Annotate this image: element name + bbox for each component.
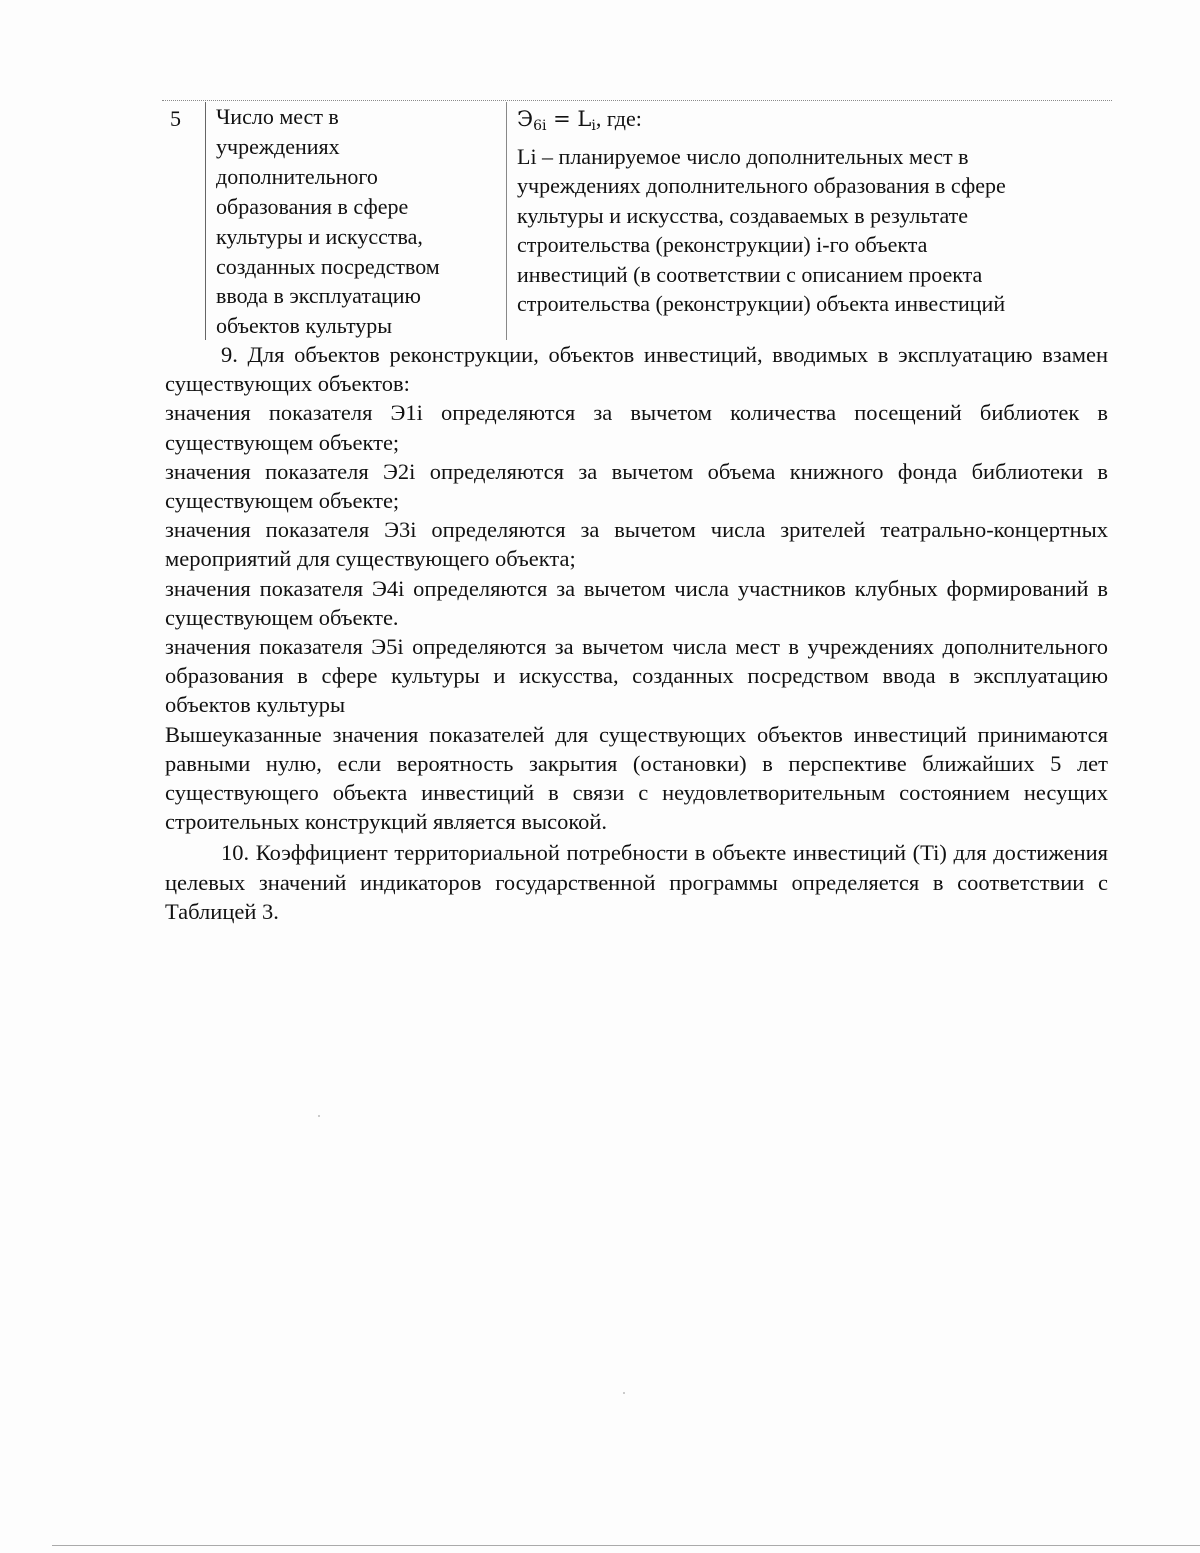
formula-lhs: Э <box>517 107 534 131</box>
scan-speck <box>623 1392 625 1394</box>
formula-description-line: учреждениях дополнительного образования в сфере <box>517 173 1006 198</box>
formula-description-line: инвестиций (в соответствии с описанием проекта <box>517 261 983 287</box>
paragraph: значения показателя Э3i определяются за вычетом числа зрителей театрально-концертных мероприятий для существующего объекта; <box>165 517 1108 572</box>
indicator-name-line: объектов культуры <box>216 313 393 339</box>
formula-description-line: культуры и искусства, создаваемых в результате <box>517 202 969 228</box>
formula-description-line: строительства (реконструкции) i-го объекта <box>517 232 928 257</box>
paragraph: значения показателя Э5i определяются за вычетом числа мест в учреждениях дополнительного образования в сфере культуры и искусства, созданных посредством ввода в эксплуатацию объектов культуры <box>165 634 1108 718</box>
indicator-name-cell <box>216 102 501 341</box>
paragraph-9: 9. Для объектов реконструкции, объектов инвестиций, вводимых в эксплуатацию взамен существующих объектов: <box>165 342 1108 397</box>
paragraph: значения показателя Э4i определяются за вычетом числа участников клубных формирований в существующем объекте. <box>165 575 1108 630</box>
formula-description-line: Li – планируемое число дополнительных мест в <box>517 143 969 169</box>
formula-equals: = <box>546 107 578 131</box>
paragraph: Вышеуказанные значения показателей для существующих объектов инвестиций принимаются равными нулю, если вероятность закрытия (остановки) в перспективе ближайших 5 лет существующего объекта инвестиций в связи с неудовлетворительным состоянием несущих строительных конструкций является высокой. <box>165 721 1108 835</box>
table-column-divider <box>506 102 507 340</box>
formula <box>517 104 1112 142</box>
paragraph-10: 10. Коэффициент территориальной потребности в объекте инвестиций (Ti) для достижения целевых значений индикаторов государственной программы определяется в соответствии с Таблицей 3. <box>165 840 1108 924</box>
row-number: 5 <box>170 106 181 131</box>
formula-description-line: строительства (реконструкции) объекта инвестиций <box>517 291 1006 316</box>
formula-rhs-subscript: i <box>591 118 596 134</box>
paragraph: значения показателя Э1i определяются за вычетом количества посещений библиотек в существующем объекте; <box>165 400 1108 455</box>
indicator-name-line: культуры и искусства, <box>216 223 423 249</box>
table-column-divider <box>205 102 206 340</box>
body-text <box>165 340 1108 926</box>
indicator-name-line: Число мест в <box>216 104 339 129</box>
paragraph: значения показателя Э2i определяются за вычетом объема книжного фонда библиотеки в существующем объекте; <box>165 458 1108 514</box>
indicator-name-line: созданных посредством <box>216 253 440 279</box>
scan-speck <box>318 1115 320 1117</box>
indicator-name-line: дополнительного <box>216 163 378 189</box>
page-bottom-rule <box>52 1545 1200 1546</box>
indicator-table-row <box>162 100 1112 340</box>
indicator-name-line: ввода в эксплуатацию <box>216 283 421 309</box>
indicator-name-line: образования в сфере <box>216 193 409 219</box>
table-top-border <box>162 100 1112 101</box>
indicator-name-line: учреждениях <box>216 133 340 159</box>
formula-cell <box>517 104 1112 319</box>
formula-rhs: L <box>577 107 592 131</box>
formula-lhs-subscript: 6i <box>533 118 547 134</box>
formula-tail: , где: <box>595 106 642 131</box>
